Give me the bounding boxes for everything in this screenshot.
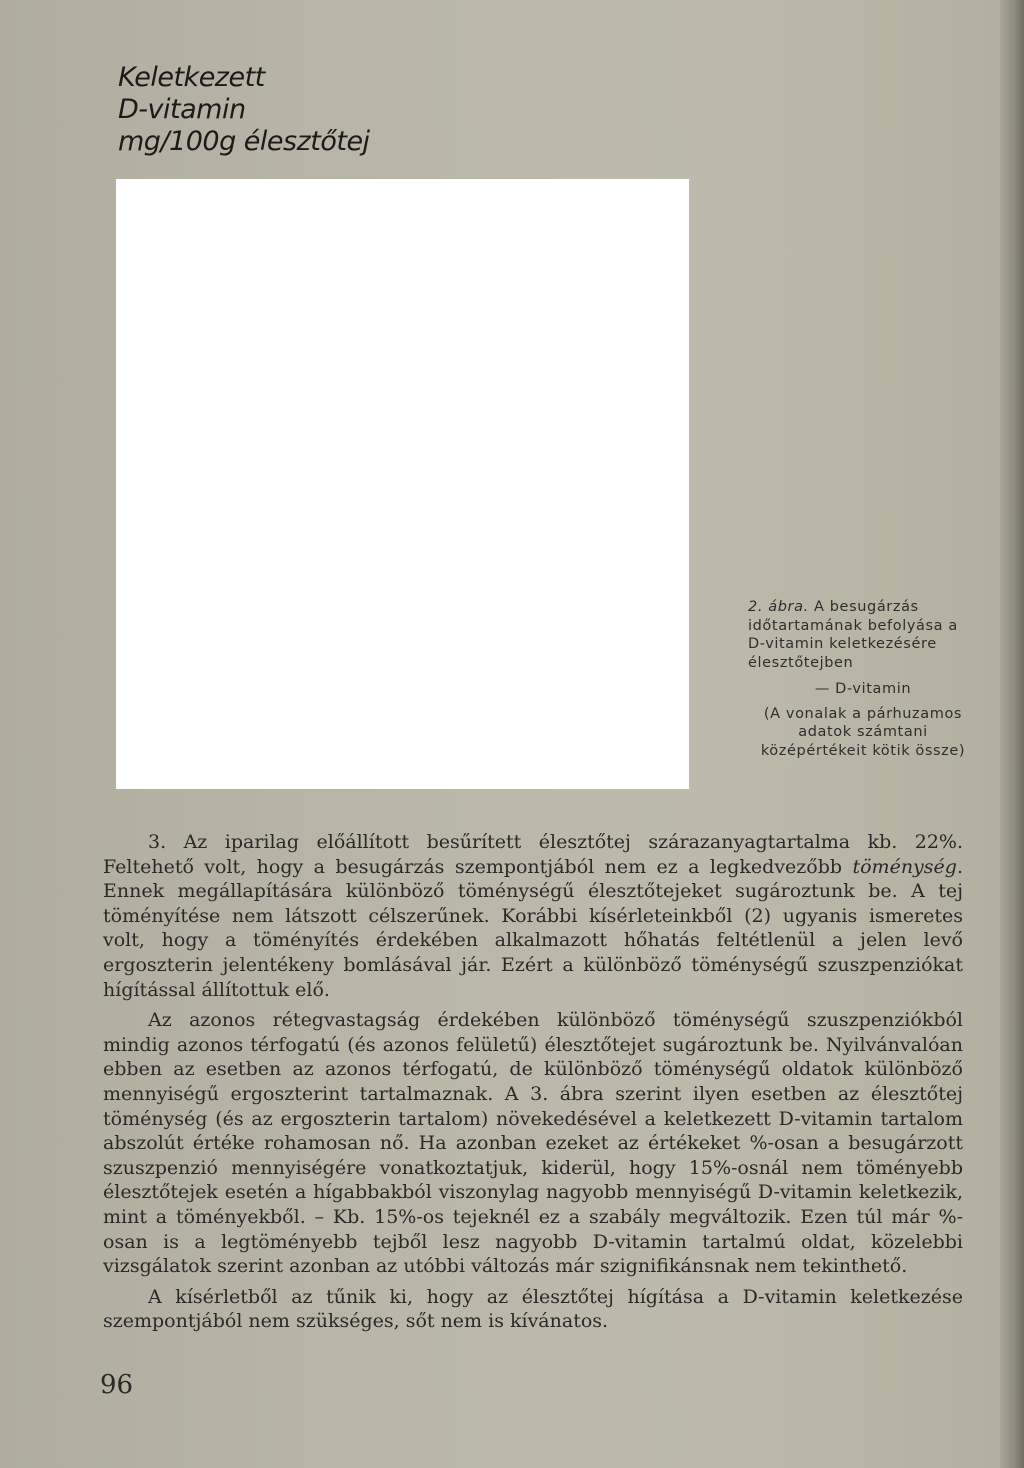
caption-legend: — D-vitamin (814, 681, 912, 697)
axis-title-line-2: D-vitamin (118, 94, 246, 125)
figure-caption (748, 598, 978, 760)
page-edge-shadow (1000, 0, 1024, 1468)
caption-note: (A vonalak a párhuzamos adatok számtani középértékeit kötik össze) (760, 705, 966, 759)
paragraph-1-start: 3. Az iparilag előállított besűrített élesztőtej szárazanyagtartalma kb. 22%. Feltehető volt, hogy a besugárzás szempontjából nem ez a legkedvezőbb (103, 831, 963, 878)
figure-image-placeholder (116, 179, 689, 789)
paragraph-3: A kísérletből az tűnik ki, hogy az élesztőtej hígítása a D-vitamin keletkezése szempontjából nem szükséges, sőt nem is kívánatos. (103, 1285, 963, 1333)
caption-title (748, 598, 978, 672)
paragraph-2: Az azonos rétegvastagság érdekében különböző töménységű szuszpenziókból mindig azonos térfogatú (és azonos felületű) élesztőtejet sugároztunk be. Nyilvánvalóan ebben az esetben az azonos térfogatú, de különböző töménységű oldatok különböző mennyiségű ergoszterint tartalmaznak. A 3. ábra szerint ilyen esetben az élesztőtej töménység (és az ergoszterin tartalom) növekedésével a keletkezett D-vitamin tartalom abszolút értéke rohamosan nő. Ha azonban ezeket az értékeket %-osan a besugárzott szuszpenzió mennyiségére vonatkoztatjuk, kiderül, hogy 15%-osnál nem töményebb élesztőtejek esetén a hígabbakból viszonylag nagyobb mennyiségű D-vitamin keletkezik, mint a töményekből. – Kb. 15%-os tejeknél ez a szabály megváltozik. Ezen túl már %-osan is a legtöményebb tejből lesz nagyobb D-vitamin tartalmú oldat, közelebbi vizsgálatok szerint azonban az utóbbi változás már szignifikánsnak nem tekinthető. (103, 1009, 963, 1278)
figure-axis-title (118, 62, 370, 158)
axis-title-line-3: mg/100g élesztőtej (118, 126, 370, 157)
page-number: 96 (100, 1370, 134, 1400)
axis-title-line-1: Keletkezett (118, 62, 265, 93)
body-text (103, 830, 963, 1334)
paragraph-1-end: . Ennek megállapítására különböző töménységű élesztőtejeket sugároztunk be. A tej töményítése nem látszott célszerűnek. Korábbi kísérleteinkből (2) ugyanis ismeretes volt, hogy a töményítés érdekében alkalmazott hőhatás feltétlenül a jelen levő ergoszterin jelentékeny bomlásával jár. Ezért a különböző töménységű szuszpenziókat hígítással állítottuk elő. (103, 855, 963, 1001)
caption-label: 2. ábra. (748, 599, 809, 615)
caption-title-text: A besugárzás időtartamának befolyása a D-vitamin keletkezésére élesztőtejben (748, 599, 958, 671)
paragraph-1 (103, 830, 963, 1002)
paragraph-1-emphasis: töménység (852, 855, 957, 878)
